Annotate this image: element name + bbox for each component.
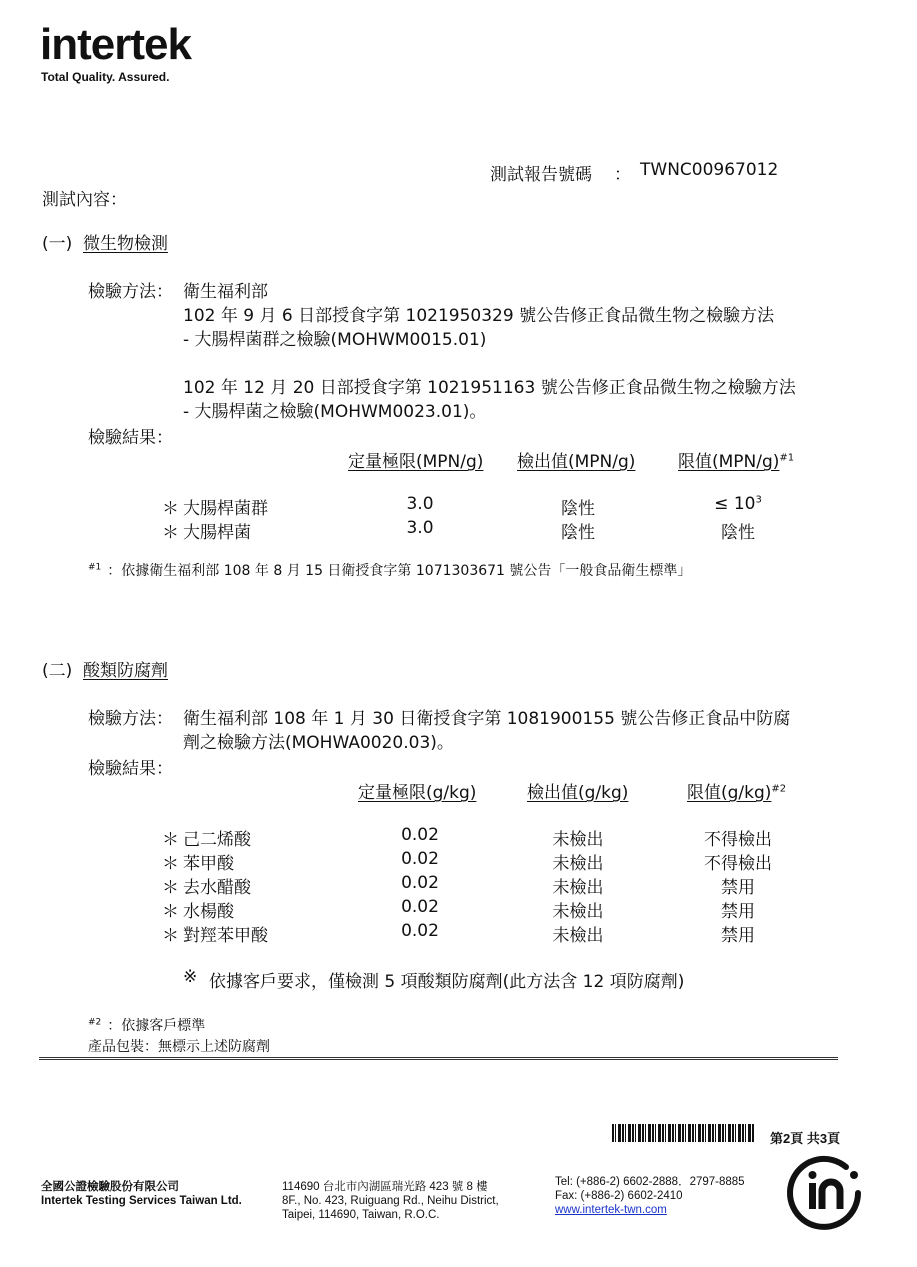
footer-company bbox=[41, 1180, 242, 1208]
table-row-detected: 陰性 bbox=[561, 499, 595, 519]
section1-method-line: - 大腸桿菌之檢驗(MOHWM0023.01)。 bbox=[183, 402, 487, 422]
table-row-marker: ＊ bbox=[162, 499, 179, 519]
section2-result-label: 檢驗結果： bbox=[88, 759, 173, 779]
table-row-loq: 3.0 bbox=[406, 494, 434, 514]
section1-method-line: 102 年 12 月 20 日部授食字第 1021951163 號公告修正食品微生物之檢驗方法 bbox=[183, 378, 796, 398]
table-row-detected: 未檢出 bbox=[552, 830, 604, 850]
note-mark: ※ bbox=[183, 967, 198, 987]
table-row-name: 大腸桿菌群 bbox=[183, 499, 268, 519]
section1-number: (一) bbox=[42, 234, 73, 254]
section1-col-limit bbox=[678, 447, 794, 472]
section2-method-line: 衛生福利部 108 年 1 月 30 日衛授食字第 1081900155 號公告修正食品中防腐 bbox=[183, 709, 791, 729]
table-row-limit: 不得檢出 bbox=[704, 830, 772, 850]
table-row-name: 去水醋酸 bbox=[183, 878, 251, 898]
footer-address bbox=[282, 1180, 499, 1222]
report-number: TWNC00967012 bbox=[640, 160, 779, 180]
report-number-separator: ： bbox=[614, 165, 631, 185]
table-row-loq: 0.02 bbox=[401, 921, 439, 941]
phone: Tel: (+886-2) 6602-2888．2797-8885 bbox=[555, 1176, 745, 1188]
section1-method-line: - 大腸桿菌群之檢驗(MOHWM0015.01) bbox=[183, 330, 487, 350]
table-row-name: 水楊酸 bbox=[183, 902, 234, 922]
address-en-line2: Taipei, 114690, Taiwan, R.O.C. bbox=[282, 1209, 440, 1221]
table-row-marker: ＊ bbox=[162, 830, 179, 850]
website-link[interactable]: www.intertek-twn.com bbox=[555, 1204, 667, 1216]
table-row-loq: 0.02 bbox=[401, 897, 439, 917]
divider bbox=[39, 1059, 838, 1060]
content-label: 測試內容： bbox=[42, 190, 127, 210]
table-row-detected: 未檢出 bbox=[552, 902, 604, 922]
divider bbox=[39, 1057, 838, 1058]
section1-method-line: 102 年 9 月 6 日部授食字第 1021950329 號公告修正食品微生物之檢驗方法 bbox=[183, 306, 775, 326]
note-text: 依據客戶要求，僅檢測 5 項酸類防腐劑(此方法含 12 項防腐劑) bbox=[209, 972, 685, 992]
section1-title: 微生物檢測 bbox=[83, 234, 168, 254]
table-row-detected: 陰性 bbox=[561, 523, 595, 543]
table-row-limit: 禁用 bbox=[721, 878, 755, 898]
table-row-limit: 禁用 bbox=[721, 902, 755, 922]
table-row-marker: ＊ bbox=[162, 523, 179, 543]
section2-method-line: 劑之檢驗方法(MOHWA0020.03)。 bbox=[183, 733, 454, 753]
table-row-marker: ＊ bbox=[162, 902, 179, 922]
table-row-marker: ＊ bbox=[162, 878, 179, 898]
section2-col-detected: 檢出值(g/kg) bbox=[527, 783, 629, 803]
section1-method-line: 衛生福利部 bbox=[183, 282, 268, 302]
table-row-loq: 0.02 bbox=[401, 873, 439, 893]
footnote-2 bbox=[88, 1015, 205, 1035]
section1-result-label: 檢驗結果： bbox=[88, 428, 173, 448]
footnote-ref: #1 bbox=[779, 452, 795, 464]
intertek-logo: intertek bbox=[40, 20, 191, 69]
logo-tagline: Total Quality. Assured. bbox=[41, 70, 170, 84]
table-row-limit: 禁用 bbox=[721, 926, 755, 946]
table-row-name: 己二烯酸 bbox=[183, 830, 251, 850]
limit-exponent: 3 bbox=[755, 494, 762, 506]
section2-col-limit-label: 限值(g/kg) bbox=[687, 783, 772, 803]
table-row-loq: 0.02 bbox=[401, 825, 439, 845]
footnote-text: ：依據客戶標準 bbox=[107, 1018, 206, 1034]
address-en-line1: 8F., No. 423, Ruiguang Rd., Neihu District, bbox=[282, 1195, 499, 1207]
section2-title: 酸類防腐劑 bbox=[83, 661, 168, 681]
page-number: 第2頁 共3頁 bbox=[770, 1131, 841, 1146]
table-row-name: 苯甲酸 bbox=[183, 854, 234, 874]
fax: Fax: (+886-2) 6602-2410 bbox=[555, 1190, 683, 1202]
footnote-mark: #1 bbox=[88, 562, 102, 573]
table-row-name: 大腸桿菌 bbox=[183, 523, 251, 543]
company-name-zh: 全國公證檢驗股份有限公司 bbox=[41, 1181, 179, 1193]
report-number-label: 測試報告號碼 bbox=[490, 165, 592, 185]
address-zh: 114690 台北市內湖區瑞光路 423 號 8 樓 bbox=[282, 1181, 488, 1193]
packaging-text: 產品包裝：無標示上述防腐劑 bbox=[88, 1039, 270, 1055]
section1-col-loq: 定量極限(MPN/g) bbox=[348, 452, 484, 472]
table-row-limit: 不得檢出 bbox=[704, 854, 772, 874]
footnote-mark: #2 bbox=[88, 1017, 102, 1028]
section2-number: (二) bbox=[42, 661, 73, 681]
table-row-detected: 未檢出 bbox=[552, 926, 604, 946]
section1-col-detected: 檢出值(MPN/g) bbox=[517, 452, 636, 472]
table-row-marker: ＊ bbox=[162, 854, 179, 874]
table-row-loq: 3.0 bbox=[406, 518, 434, 538]
table-row-limit bbox=[688, 494, 788, 514]
footer-contact bbox=[555, 1175, 745, 1217]
intertek-emblem-icon bbox=[784, 1153, 864, 1233]
section2-method-label: 檢驗方法： bbox=[88, 709, 173, 729]
footnote-1 bbox=[88, 560, 691, 580]
footnote-ref: #2 bbox=[771, 783, 787, 795]
section2-col-limit bbox=[687, 778, 786, 803]
limit-value: ≤ 10 bbox=[714, 494, 756, 514]
section1-method-label: 檢驗方法： bbox=[88, 282, 173, 302]
table-row-detected: 未檢出 bbox=[552, 854, 604, 874]
table-row-loq: 0.02 bbox=[401, 849, 439, 869]
barcode bbox=[612, 1124, 754, 1142]
footnote-text: ：依據衛生福利部 108 年 8 月 15 日衛授食字第 1071303671 號公告「一般食品衛生標準」 bbox=[107, 563, 692, 579]
section1-col-limit-label: 限值(MPN/g) bbox=[678, 452, 780, 472]
company-name-en: Intertek Testing Services Taiwan Ltd. bbox=[41, 1195, 242, 1207]
section2-col-loq: 定量極限(g/kg) bbox=[358, 783, 477, 803]
table-row-detected: 未檢出 bbox=[552, 878, 604, 898]
table-row-name: 對羥苯甲酸 bbox=[183, 926, 268, 946]
table-row-marker: ＊ bbox=[162, 926, 179, 946]
table-row-limit: 陰性 bbox=[721, 523, 755, 543]
